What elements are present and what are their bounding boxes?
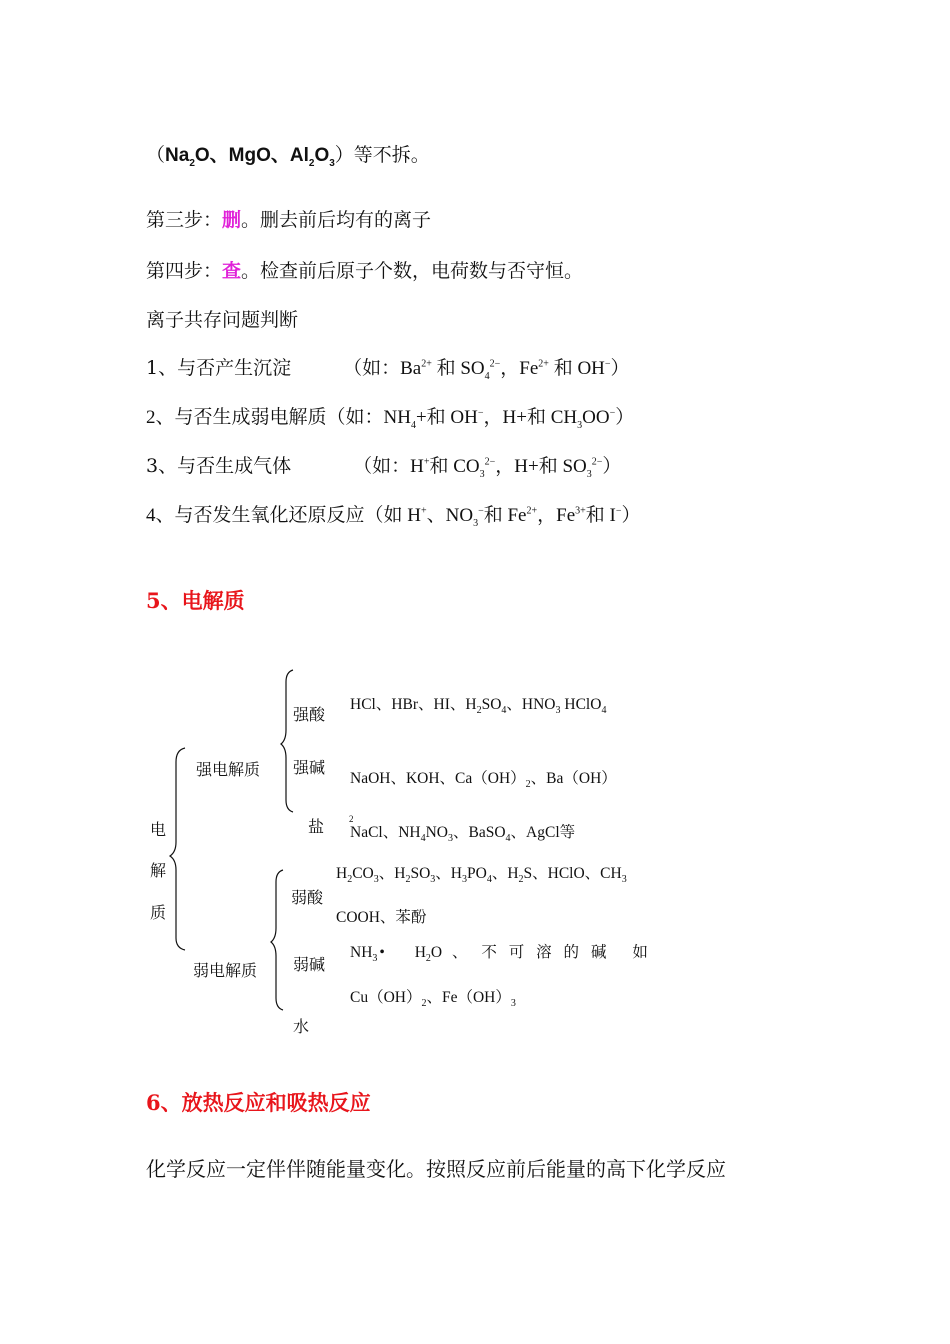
coexist-title: 离子共存问题判断 bbox=[146, 309, 299, 331]
weak-acid-examples-line1: $H_2CO_3$、$H_2SO_3$、$H_3PO_4$、$H_2S$、HClO、$CH_3$ bbox=[336, 865, 627, 886]
strong-base-examples: NaOH、KOH、$Ca(OH)_2$、Ba（OH） bbox=[350, 770, 617, 791]
rule-2: 2、与否生成弱电解质（如：$NH_4+$和 OH−，H+和 $CH_3OO^-$） bbox=[146, 407, 635, 431]
energy-paragraph: 化学反应一定伴伴随能量变化。按照反应前后能量的高下化学反应 bbox=[146, 1157, 726, 1181]
stray-subscript: 2 bbox=[349, 814, 354, 824]
weak-acid-label: 弱酸 bbox=[291, 888, 324, 907]
weak-electrolyte-label: 弱电解质 bbox=[193, 961, 258, 980]
water-label: 水 bbox=[293, 1017, 310, 1036]
weak-base-label: 弱碱 bbox=[293, 955, 326, 974]
root-label-3: 质 bbox=[150, 903, 167, 922]
rule-1-example: （如：$Ba^{2+}$ 和 $SO_4^{2-}$，$Fe^{2+}$ 和 OH−） bbox=[343, 358, 630, 382]
rule-3: 3、与否生成气体 （如：H+和 $CO_3^{2-}$，H+和 $SO_3^{2-}$） bbox=[146, 455, 622, 480]
weak-acid-examples-line2: COOH、苯酚 bbox=[336, 909, 427, 926]
oxides-suffix: ）等不拆。 bbox=[334, 144, 430, 166]
section-5-heading: 5、电解质 bbox=[146, 588, 245, 613]
section-6-heading: 6、放热反应和吸热反应 bbox=[146, 1090, 371, 1115]
strong-acid-examples: HCl、HBr、HI、$H_2SO_4$、$HNO_3$ HClO$_4$ bbox=[350, 696, 607, 717]
rule-1: 1、与否产生沉淀 （如：$Ba^{2+}$ 和 $SO_4^{2-}$，$Fe^{2+}$ 和 OH−） bbox=[146, 357, 630, 382]
strong-base-label: 强碱 bbox=[293, 758, 326, 777]
root-label-2: 解 bbox=[150, 861, 167, 880]
open-paren: （ bbox=[146, 144, 166, 166]
salt-examples: NaCl、$NH_4NO_3$、BaSO$_4$、AgCl等 bbox=[350, 824, 576, 845]
strong-electrolyte-label: 强电解质 bbox=[196, 760, 261, 779]
salt-label: 盐 bbox=[308, 817, 325, 836]
weak-base-examples-line1: $NH_3$ • $H_2O$ 、 不 可 溶 的 碱 如 bbox=[350, 944, 648, 965]
root-brace bbox=[170, 748, 185, 950]
rule-4: 4、与否发生氧化还原反应（如 H+、$NO_3^-$和 $Fe^{2+}$，$Fe^{3+}$和 I−） bbox=[146, 505, 641, 529]
root-label-1: 电 bbox=[150, 820, 167, 839]
oxide-formulas: $Na_2O$、MgO、$Al_2O_3$ bbox=[165, 145, 335, 169]
step3-keyword: 删 bbox=[222, 209, 242, 231]
strong-brace bbox=[281, 670, 293, 812]
strong-acid-label: 强酸 bbox=[293, 705, 326, 724]
rule-3-example: （如：H+和 $CO_3^{2-}$，H+和 $SO_3^{2-}$） bbox=[353, 456, 622, 480]
weak-base-examples-line2: $Cu(OH)_2$、$Fe(OH)_3$ bbox=[350, 989, 516, 1010]
weak-brace bbox=[271, 870, 283, 1010]
step3-line: 第三步：删。删去前后均有的离子 bbox=[146, 209, 432, 231]
step4-keyword: 查 bbox=[222, 260, 242, 282]
step4-line: 第四步：查。检查前后原子个数，电荷数与否守恒。 bbox=[146, 260, 584, 282]
